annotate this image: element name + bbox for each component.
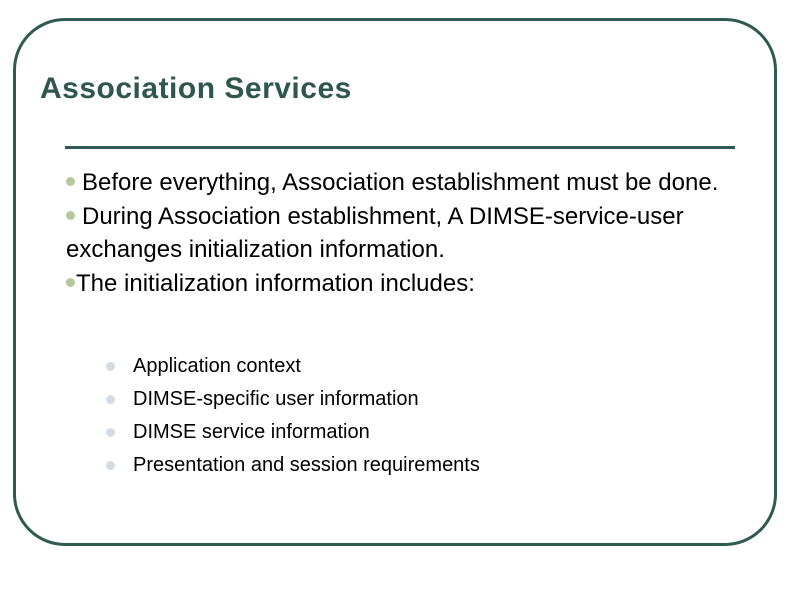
bullet-text: The initialization information includes: <box>76 269 475 297</box>
bullet-dot-icon <box>66 177 75 186</box>
slide-body <box>66 166 756 300</box>
bullet-dot-icon <box>66 211 75 220</box>
sub-bullet-dot-icon <box>106 461 115 470</box>
sub-bullet-dot-icon <box>106 395 115 404</box>
sub-bullet-item <box>106 383 480 416</box>
sub-bullet-item <box>106 416 480 449</box>
sub-bullet-item <box>106 350 480 383</box>
sub-bullet-item <box>106 449 480 482</box>
title-divider <box>65 146 735 149</box>
bullet-item <box>66 200 756 267</box>
sub-bullet-text: Application context <box>133 355 301 377</box>
sub-bullet-list <box>106 350 480 482</box>
bullet-text: Before everything, Association establishment must be done. <box>82 169 719 196</box>
sub-bullet-text: DIMSE-specific user information <box>133 388 419 410</box>
bullet-text: During Association establishment, A DIMSE-service-user exchanges initialization information. <box>66 202 684 263</box>
sub-bullet-dot-icon <box>106 428 115 437</box>
slide-title: Association Services <box>40 72 352 105</box>
sub-bullet-text: Presentation and session requirements <box>133 454 480 476</box>
sub-bullet-text: DIMSE service information <box>133 421 370 443</box>
bullet-dot-icon <box>66 278 75 287</box>
bullet-item <box>66 166 756 200</box>
sub-bullet-dot-icon <box>106 362 115 371</box>
bullet-item <box>66 267 756 301</box>
